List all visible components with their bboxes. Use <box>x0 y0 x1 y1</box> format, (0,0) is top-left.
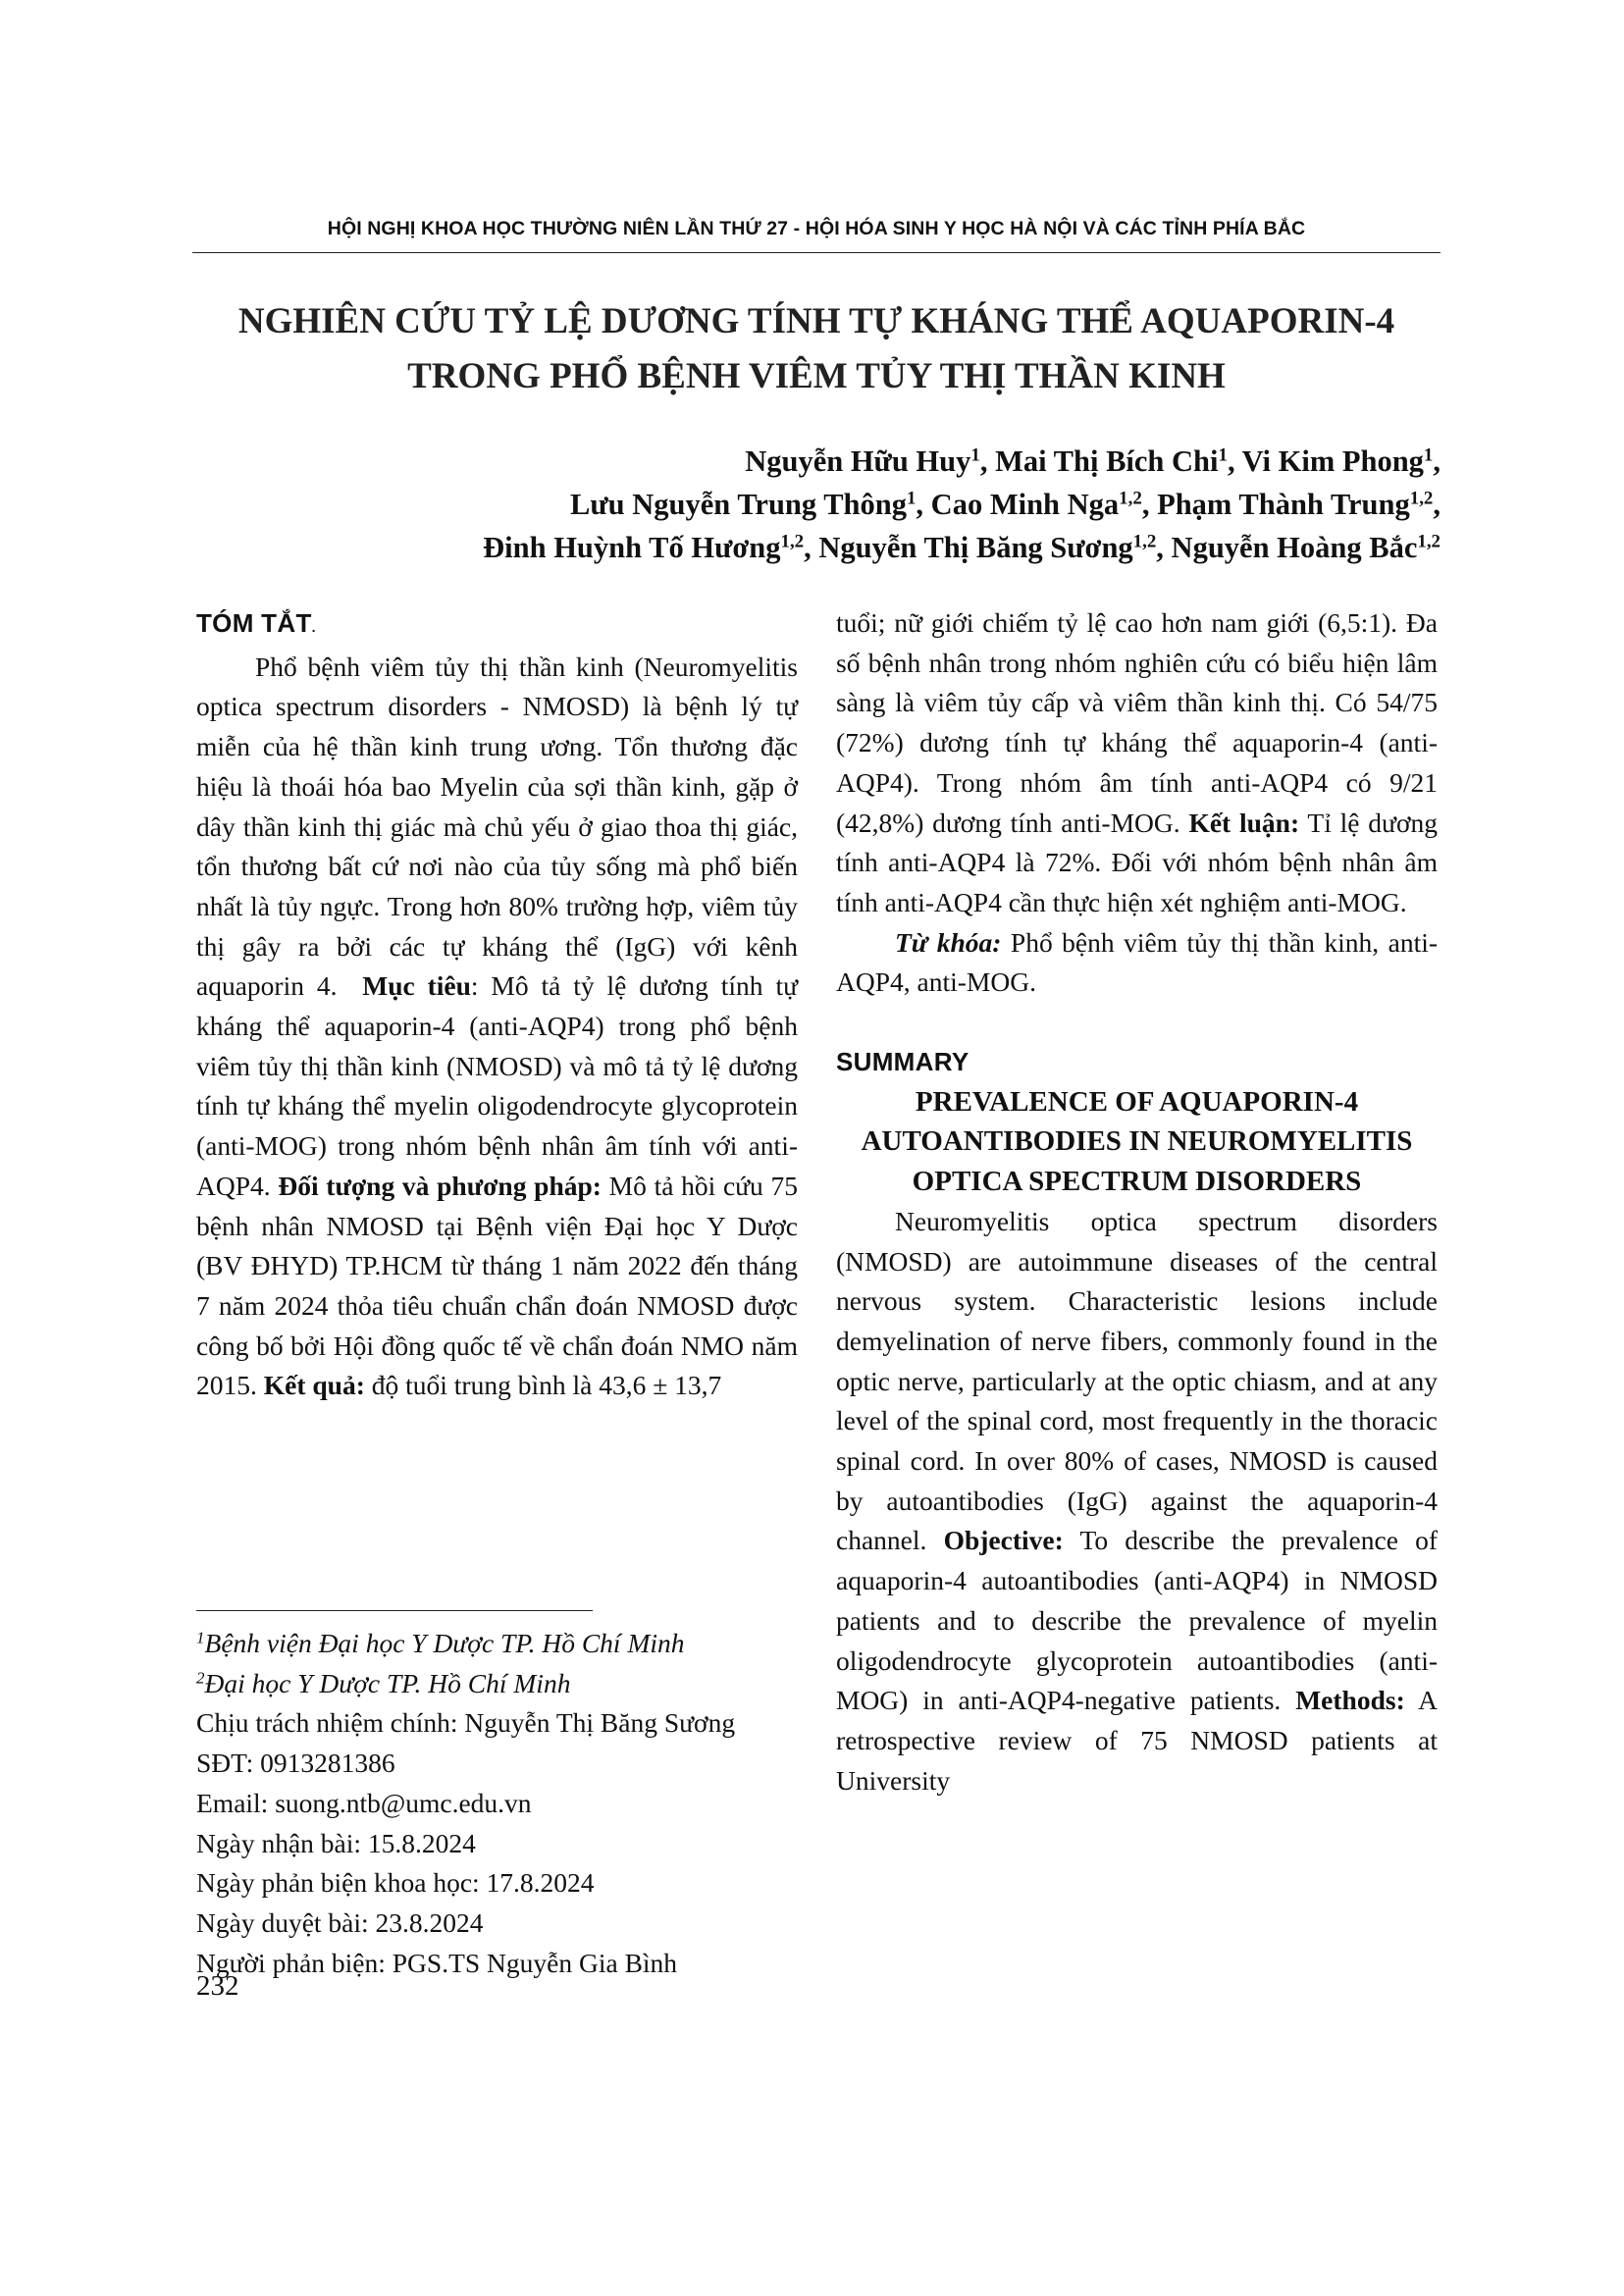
date-reviewed: Ngày phản biện khoa học: 17.8.2024 <box>196 1867 595 1899</box>
author-name: Mai Thị Bích Chi <box>995 444 1219 478</box>
reviewer: Người phản biện: PGS.TS Nguyễn Gia Bình <box>196 1947 678 1978</box>
article-title <box>192 294 1441 404</box>
results-label: Kết quả: <box>263 1370 365 1401</box>
author-affiliation: 1,2 <box>1417 531 1441 552</box>
date-accepted: Ngày duyệt bài: 23.8.2024 <box>196 1906 484 1938</box>
summary-intro: Neuromyelitis optica spectrum disorders (NMOSD) are autoimmune diseases of the central nervous system. Characteristic lesions include demyelination of nerve fibers, commonly found in the optic nerve, particularly at the optic chiasm, and at any level of the spinal cord, most frequently in the thoracic spinal cord. In over 80% of cases, NMOSD is caused by autoantibodies (IgG) against the aquaporin-4 channel. <box>836 1205 1438 1556</box>
footnotes <box>196 1624 824 1983</box>
author-affiliation: 1 <box>1218 444 1228 466</box>
objective-label: Mục tiêu <box>362 970 471 1002</box>
abstract-vi-continuation <box>836 603 1438 923</box>
affiliation-1: $^1$Bệnh viện Đại học Y Dược TP. Hồ Chí Minh <box>196 1628 685 1658</box>
title-line-1: NGHIÊN CỨU TỶ LỆ DƯƠNG TÍNH TỰ KHÁNG THỂ AQUAPORIN-4 <box>237 301 1395 341</box>
author-affiliation: 1,2 <box>780 531 805 552</box>
methods-text: Mô tả hồi cứu 75 bệnh nhân NMOSD tại Bệnh viện Đại học Y Dược (BV ĐHYD) TP.HCM từ tháng 1 năm 2022 đến tháng 7 năm 2024 thỏa tiêu chuẩn chẩn đoán NMOSD được công bố bởi Hội đồng quốc tế về chẩn đoán NMO năm 2015. <box>196 1170 799 1401</box>
summary-body <box>836 1202 1438 1801</box>
title-line-2: TRONG PHỔ BỆNH VIÊM TỦY THỊ THẦN KINH <box>407 356 1226 396</box>
summary-title: PREVALENCE OF AQUAPORIN-4 AUTOANTIBODIES IN NEUROMYELITIS OPTICA SPECTRUM DISORDERS <box>861 1085 1413 1198</box>
running-header: HỘI NGHỊ KHOA HỌC THƯỜNG NIÊN LẦN THỨ 27 - HỘI HÓA SINH Y HỌC HÀ NỘI VÀ CÁC TỈNH PHÍA BẮC <box>327 218 1306 239</box>
summary-objective-text: To describe the prevalence of aquaporin-4 autoantibodies (anti-AQP4) in NMOSD patients and to describe the prevalence of myelin oligodendrocyte glycoprotein autoantibodies (anti-MOG) in anti-AQP4-negative patients. <box>836 1525 1438 1716</box>
author-name: Nguyễn Thị Băng Sương <box>818 531 1133 564</box>
author-line-2: Lưu Nguyễn Trung Thông$^1$, Cao Minh Nga$^{1,2}$, Phạm Thành Trung$^{1,2}$, <box>570 488 1441 521</box>
footnote-rule <box>196 1610 593 1611</box>
author-list <box>192 440 1441 569</box>
page-number: 232 <box>196 1970 239 2002</box>
author-affiliation: 1,2 <box>1132 531 1157 552</box>
summary-heading: SUMMARY <box>836 1047 969 1077</box>
author-name: Phạm Thành Trung <box>1157 488 1410 521</box>
corresponding-author: Chịu trách nhiệm chính: Nguyễn Thị Băng Sương <box>196 1707 736 1739</box>
author-affiliation: 1 <box>1423 444 1434 466</box>
left-column <box>196 603 798 1406</box>
conclusion-label: Kết luận: <box>1188 807 1300 838</box>
author-name: Nguyễn Hữu Huy <box>745 444 971 478</box>
author-affiliation: 1 <box>970 444 980 466</box>
author-name: Lưu Nguyễn Trung Thông <box>570 488 907 521</box>
results-text-part1: độ tuổi trung bình là 43,6 ± 13,7 <box>371 1370 722 1401</box>
summary-methods-label: Methods: <box>1295 1685 1405 1716</box>
email: Email: suong.ntb@umc.edu.vn <box>196 1787 532 1818</box>
results-text-part2: tuổi; nữ giới chiếm tỷ lệ cao hơn nam giới (6,5:1). Đa số bệnh nhân trong nhóm nghiên cứu có biểu hiện lâm sàng là viêm tủy cấp và viêm thần kinh thị. Có 54/75 (72%) dương tính tự kháng thể aquaporin-4 (anti-AQP4). Trong nhóm âm tính anti-AQP4 có 9/21 (42,8%) dương tính anti-MOG. <box>836 607 1438 838</box>
abstract-vi-intro: Phổ bệnh viêm tủy thị thần kinh (Neuromyelitis optica spectrum disorders - NMOSD) là bệnh lý tự miễn của hệ thần kinh trung ương. Tổn thương đặc hiệu là thoái hóa bao Myelin của sợi thần kinh, gặp ở dây thần kinh thị giác mà chủ yếu ở giao thoa thị giác, tổn thương bất cứ nơi nào của tủy sống mà phổ biến nhất là tủy ngực. Trong hơn 80% trường hợp, viêm tủy thị gây ra bởi các tự kháng thể (IgG) với kênh aquaporin 4. <box>196 651 798 1002</box>
header-rule <box>192 252 1441 253</box>
methods-label: Đối tượng và phương pháp: <box>278 1170 602 1201</box>
summary-methods-text: A retrospective review of 75 NMOSD patients at University <box>836 1685 1439 1796</box>
abstract-vi-heading: TÓM TẮT. <box>196 608 316 638</box>
date-received: Ngày nhận bài: 15.8.2024 <box>196 1827 476 1858</box>
author-name: Cao Minh Nga <box>930 488 1120 521</box>
objective-text: : Mô tả tỷ lệ dương tính tự kháng thể aquaporin-4 (anti-AQP4) trong phổ bệnh viêm tủy thị thần kinh (NMOSD) và mô tả tỷ lệ dương tính tự kháng thể myelin oligodendrocyte glycoprotein (anti-MOG) trong nhóm bệnh nhân âm tính với anti-AQP4. <box>196 970 798 1201</box>
author-affiliation: 1 <box>906 488 917 509</box>
phone: SĐT: 0913281386 <box>196 1748 395 1779</box>
author-line-3: Đinh Huỳnh Tố Hương$^{1,2}$, Nguyễn Thị Băng Sương$^{1,2}$, Nguyễn Hoàng Bắc$^{1,2}$ <box>483 531 1441 564</box>
conclusion-text: Tỉ lệ dương tính anti-AQP4 là 72%. Đối với nhóm bệnh nhân âm tính anti-AQP4 cần thực hiện xét nghiệm anti-MOG. <box>836 807 1438 917</box>
keywords-text: Phổ bệnh viêm tủy thị thần kinh, anti-AQP4, anti-MOG. <box>836 926 1439 998</box>
summary-objective-label: Objective: <box>943 1525 1064 1556</box>
affiliation-2: $^2$Đại học Y Dược TP. Hồ Chí Minh <box>196 1667 571 1698</box>
keywords-paragraph <box>836 923 1438 1003</box>
author-name: Nguyễn Hoàng Bắc <box>1171 531 1418 564</box>
right-column <box>836 603 1438 1800</box>
abstract-vi-body <box>196 648 798 1406</box>
author-affiliation: 1,2 <box>1409 488 1434 509</box>
author-line-1: Nguyễn Hữu Huy$^1$, Mai Thị Bích Chi$^1$, Vi Kim Phong$^1$, <box>745 444 1441 478</box>
keywords-label: Từ khóa: <box>895 926 1002 958</box>
author-name: Vi Kim Phong <box>1241 444 1424 478</box>
author-name: Đinh Huỳnh Tố Hương <box>483 531 781 564</box>
author-affiliation: 1,2 <box>1119 488 1142 509</box>
